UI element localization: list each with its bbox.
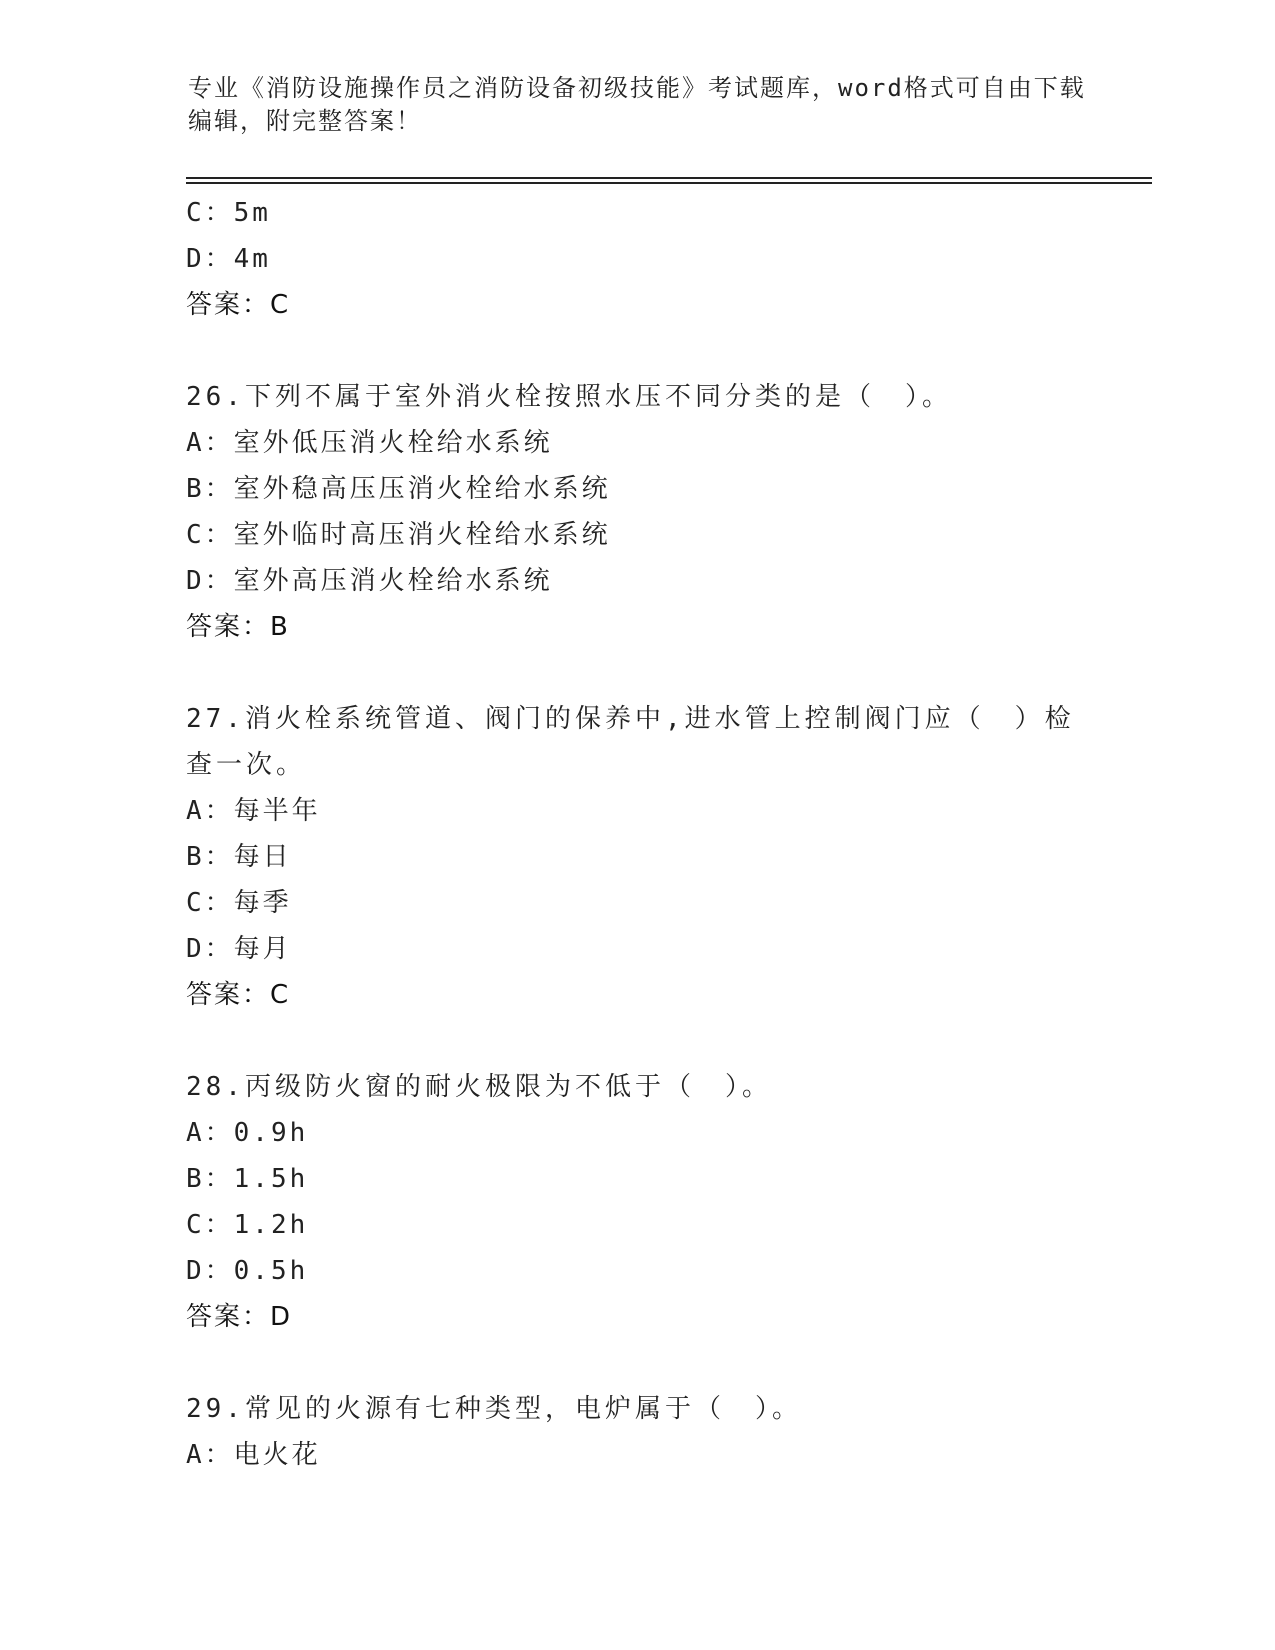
option-a: A：电火花 bbox=[186, 1440, 321, 1470]
question-26 bbox=[186, 374, 1086, 650]
question-25-partial bbox=[186, 190, 1086, 328]
spacer bbox=[186, 1340, 1086, 1386]
option-c: C：5m bbox=[186, 198, 271, 228]
question-text: 27.消火栓系统管道、阀门的保养中,进水管上控制阀门应（ ）检查一次。 bbox=[186, 704, 1075, 780]
option-c: C：室外临时高压消火栓给水系统 bbox=[186, 520, 611, 550]
option-d: D：每月 bbox=[186, 934, 292, 964]
document-header: 专业《消防设施操作员之消防设备初级技能》考试题库，word格式可自由下载编辑，附完整答案！ bbox=[188, 74, 1086, 135]
answer-label: 答案：B bbox=[186, 612, 290, 642]
answer-label: 答案：D bbox=[186, 1302, 293, 1332]
header-divider-top bbox=[186, 177, 1152, 179]
option-d: D：0.5h bbox=[186, 1256, 309, 1286]
option-a: A：0.9h bbox=[186, 1118, 309, 1148]
option-c: C：每季 bbox=[186, 888, 292, 918]
question-list bbox=[186, 190, 1086, 1478]
question-29 bbox=[186, 1386, 1086, 1478]
option-d: D：室外高压消火栓给水系统 bbox=[186, 566, 553, 596]
option-a: A：室外低压消火栓给水系统 bbox=[186, 428, 553, 458]
header-divider-bottom bbox=[186, 182, 1152, 184]
option-c: C：1.2h bbox=[186, 1210, 309, 1240]
spacer bbox=[186, 1018, 1086, 1064]
question-text: 26.下列不属于室外消火栓按照水压不同分类的是（ ）。 bbox=[186, 382, 952, 412]
option-b: B：室外稳高压压消火栓给水系统 bbox=[186, 474, 611, 504]
question-text: 28.丙级防火窗的耐火极限为不低于（ ）。 bbox=[186, 1072, 772, 1102]
option-d: D：4m bbox=[186, 244, 271, 274]
question-text: 29.常见的火源有七种类型，电炉属于（ ）。 bbox=[186, 1394, 802, 1424]
question-27 bbox=[186, 696, 1086, 1018]
option-a: A：每半年 bbox=[186, 796, 321, 826]
spacer bbox=[186, 328, 1086, 374]
spacer bbox=[186, 650, 1086, 696]
answer-label: 答案：C bbox=[186, 290, 291, 320]
option-b: B：1.5h bbox=[186, 1164, 309, 1194]
question-28 bbox=[186, 1064, 1086, 1340]
answer-label: 答案：C bbox=[186, 980, 291, 1010]
option-b: B：每日 bbox=[186, 842, 292, 872]
